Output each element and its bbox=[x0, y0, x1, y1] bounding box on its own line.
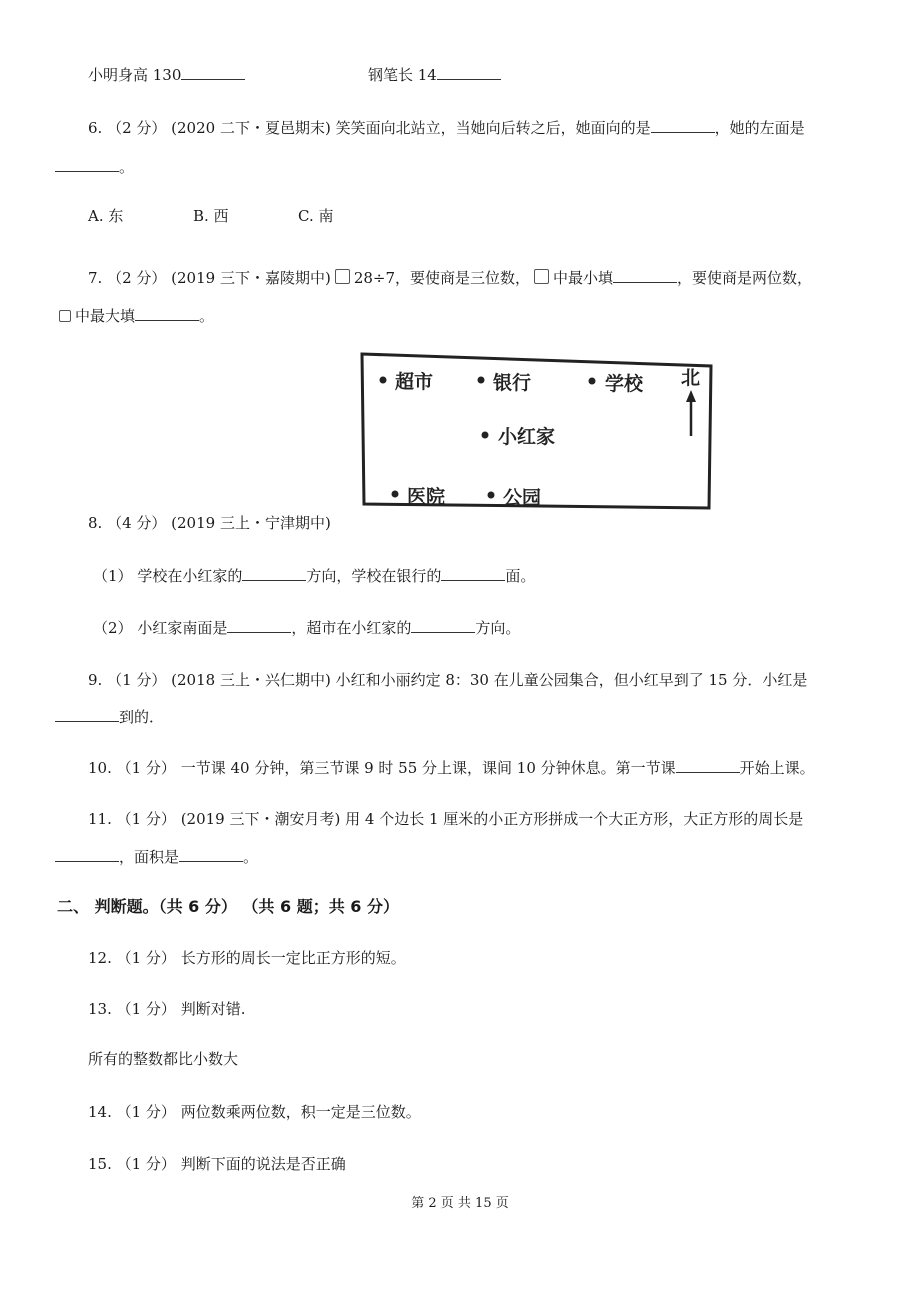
q9-end: 到的． bbox=[119, 708, 165, 726]
q7-header bbox=[88, 267, 812, 288]
q9-line2 bbox=[55, 706, 164, 727]
q6-text: 6. （2 分） (2020 二下・夏邑期末) 笑笑面向北站立，当她向后转之后，她面向的是 bbox=[88, 119, 651, 137]
answer-blank[interactable] bbox=[676, 771, 740, 773]
map-north-label: 北 bbox=[681, 367, 701, 389]
place-dot bbox=[482, 432, 489, 439]
q10-line bbox=[88, 757, 815, 778]
q11-mid: ，面积是 bbox=[119, 848, 180, 866]
q6-option-a[interactable]: A. 东 bbox=[88, 207, 124, 225]
q6-option-b[interactable]: B. 西 bbox=[193, 207, 229, 225]
map-place-park: 公园 bbox=[503, 487, 542, 509]
q8-sub1-a: 学校在小红家的 bbox=[137, 567, 243, 585]
q13-header: 13. （1 分） 判断对错. bbox=[88, 1000, 246, 1018]
answer-blank[interactable] bbox=[411, 631, 475, 633]
q10-end: 开始上课。 bbox=[739, 759, 815, 777]
page-footer: 第 2 页 共 15 页 bbox=[411, 1196, 509, 1211]
q8-sub1-c: 面。 bbox=[505, 567, 536, 585]
answer-blank[interactable] bbox=[613, 281, 677, 283]
map-place-bank: 银行 bbox=[493, 372, 532, 394]
q8-sub1 bbox=[93, 565, 535, 586]
q7-text: 7. （2 分） (2019 三下・嘉陵期中) bbox=[88, 269, 331, 287]
q5-pen-line bbox=[368, 64, 501, 85]
q13-body: 所有的整数都比小数大 bbox=[88, 1050, 239, 1068]
q6-mid-text: ，她的左面是 bbox=[714, 119, 805, 137]
map-place-xiaohong-home: 小红家 bbox=[498, 426, 556, 448]
blank-box-icon bbox=[335, 269, 350, 284]
section-title: 二、 判断题。（共 6 分） （共 6 题；共 6 分） bbox=[57, 897, 399, 916]
q7-part1: 28÷7，要使商是三位数， bbox=[353, 269, 531, 287]
answer-blank[interactable] bbox=[181, 78, 245, 80]
place-dot bbox=[478, 377, 485, 384]
q5-pen-text: 钢笔长 14 bbox=[368, 66, 437, 84]
q11-end: 。 bbox=[243, 848, 259, 866]
place-dot bbox=[392, 491, 399, 498]
answer-blank[interactable] bbox=[179, 860, 243, 862]
q8-sub2-c: 方向。 bbox=[475, 619, 521, 637]
answer-blank[interactable] bbox=[55, 860, 119, 862]
q8-sub1-num: （1） bbox=[93, 567, 133, 585]
answer-blank[interactable] bbox=[441, 579, 505, 581]
q6-option-c[interactable]: C. 南 bbox=[298, 207, 334, 225]
q11-line2 bbox=[55, 846, 258, 867]
q8-sub2-num: （2） bbox=[93, 619, 133, 637]
q7-line2 bbox=[55, 305, 214, 326]
answer-blank[interactable] bbox=[242, 579, 306, 581]
q15-line: 15. （1 分） 判断下面的说法是否正确 bbox=[88, 1155, 346, 1173]
q5-height-text: 小明身高 130 bbox=[88, 66, 182, 84]
q8-sub2 bbox=[93, 617, 520, 638]
map-place-supermarket: 超市 bbox=[395, 371, 434, 393]
north-arrow-head-icon bbox=[686, 390, 696, 402]
direction-map bbox=[355, 348, 720, 516]
answer-blank[interactable] bbox=[227, 631, 291, 633]
q10-text: 10. （1 分） 一节课 40 分钟，第三节课 9 时 55 分上课，课间 10 分钟休息。第一节课 bbox=[88, 759, 676, 777]
map-place-hospital: 医院 bbox=[407, 486, 446, 508]
blank-box-icon bbox=[534, 269, 549, 284]
map-place-school: 学校 bbox=[605, 373, 644, 395]
q8-header: 8. （4 分） (2019 三上・宁津期中) bbox=[88, 514, 331, 532]
answer-blank[interactable] bbox=[651, 131, 715, 133]
q6-end-text: 。 bbox=[119, 158, 135, 176]
q6-header bbox=[88, 117, 805, 138]
place-dot bbox=[488, 492, 495, 499]
blank-box-icon bbox=[59, 310, 71, 322]
answer-blank[interactable] bbox=[55, 720, 119, 722]
q7-end: 。 bbox=[199, 307, 215, 325]
q8-sub2-a: 小红家南面是 bbox=[137, 619, 228, 637]
q6-line2 bbox=[55, 156, 134, 177]
q8-sub2-b: ，超市在小红家的 bbox=[291, 619, 412, 637]
q5-height-line bbox=[88, 64, 245, 85]
q7-part3: ，要使商是两位数， bbox=[677, 269, 813, 287]
answer-blank[interactable] bbox=[55, 170, 119, 172]
answer-blank[interactable] bbox=[437, 78, 501, 80]
answer-blank[interactable] bbox=[135, 319, 199, 321]
q8-sub1-b: 方向，学校在银行的 bbox=[306, 567, 442, 585]
q14-line: 14. （1 分） 两位数乘两位数，积一定是三位数。 bbox=[88, 1103, 421, 1121]
q11-header: 11. （1 分） (2019 三下・潮安月考) 用 4 个边长 1 厘米的小正方形拼成一个大正方形，大正方形的周长是 bbox=[88, 810, 804, 828]
q7-part2: 中最小填 bbox=[553, 269, 614, 287]
place-dot bbox=[380, 377, 387, 384]
q7-part4: 中最大填 bbox=[75, 307, 136, 325]
place-dot bbox=[589, 378, 596, 385]
q12-line: 12. （1 分） 长方形的周长一定比正方形的短。 bbox=[88, 949, 406, 967]
q9-header: 9. （1 分） (2018 三上・兴仁期中) 小红和小丽约定 8：30 在儿童公园集合，但小红早到了 15 分．小红是 bbox=[88, 671, 808, 689]
